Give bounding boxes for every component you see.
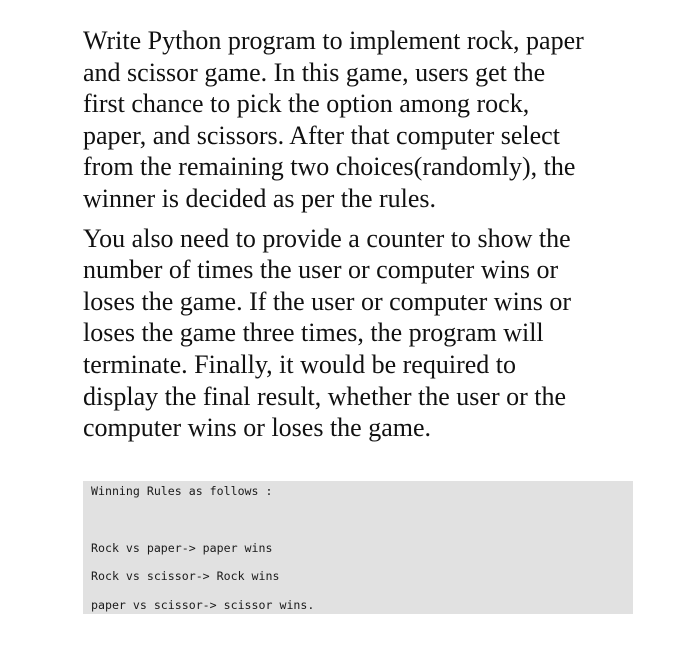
paragraph-2	[83, 223, 623, 444]
text-line: winner is decided as per the rules.	[83, 183, 437, 213]
text-line: loses the game three times, the program will	[83, 318, 544, 348]
text-line: from the remaining two choices(randomly), the	[83, 152, 576, 182]
text-line: number of times the user or computer wins or	[83, 255, 559, 285]
text-line: computer wins or loses the game.	[83, 413, 432, 443]
text-line: Write Python program to implement rock, paper	[83, 26, 584, 55]
text-line: first chance to pick the option among rock,	[83, 89, 530, 119]
winning-rules-code-block	[83, 481, 633, 614]
text-line: loses the game. If the user or computer wins or	[83, 286, 572, 316]
text-line: paper, and scissors. After that computer select	[83, 120, 560, 150]
rule-line: paper vs scissor-> scissor wins.	[91, 598, 315, 612]
text-line: terminate. Finally, it would be required to	[83, 349, 516, 379]
text-line: You also need to provide a counter to show the	[83, 223, 571, 253]
rule-line: Rock vs scissor-> Rock wins	[91, 569, 280, 583]
text-line: and scissor game. In this game, users get the	[83, 57, 546, 87]
text-line: display the final result, whether the user or the	[83, 381, 567, 411]
rules-heading: Winning Rules as follows :	[91, 484, 273, 498]
rule-line: Rock vs paper-> paper wins	[91, 541, 273, 555]
problem-statement	[83, 25, 623, 444]
paragraph-1	[83, 25, 623, 215]
